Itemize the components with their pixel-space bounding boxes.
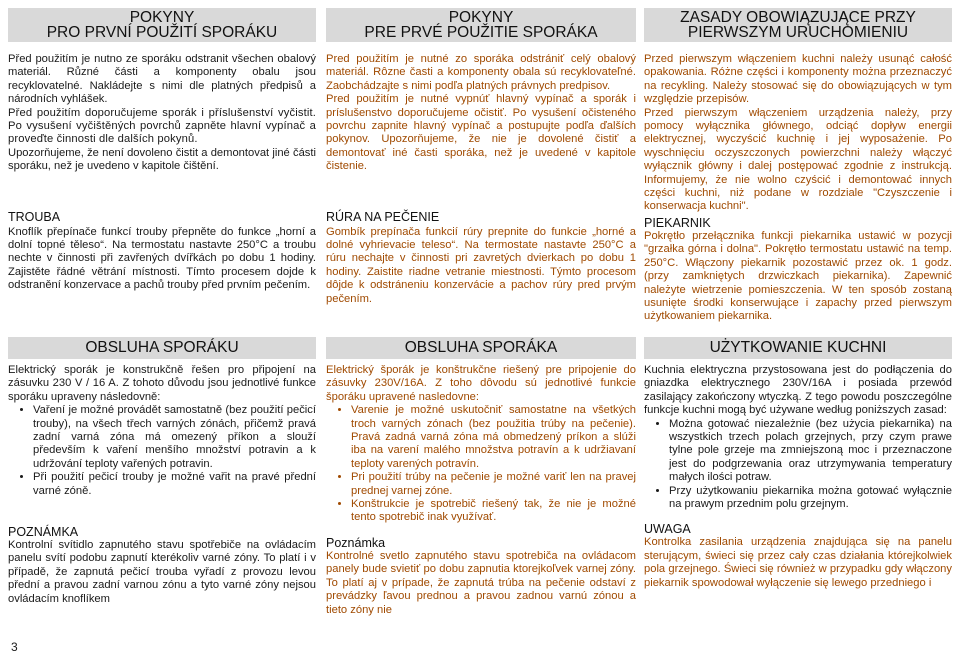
cz-title-line1: POKYNY	[129, 9, 195, 26]
sk-note-title: Poznámka	[326, 535, 386, 550]
cz-title-line2: PRO PRVNÍ POUŽITÍ SPORÁKU	[46, 24, 278, 41]
cz-intro-3: Upozorňujeme, že není dovoleno čistit a demontovat jiné části sporáku, než je uvedeno v kapitole čištění.	[8, 146, 316, 173]
pl-note-title: UWAGA	[644, 522, 691, 537]
sk-bullet-2: • Pri použití trúby na pečenie je možné variť len na pravej prednej varnej zóne.	[351, 471, 636, 498]
cz-intro-2: Před použitím doporučujeme sporák i příslušenství vyčistit. Po vysušení vyčištěných povrchů zapněte hlavní vypínač a proveďte činnosti dle dalších pokynů.	[8, 106, 316, 146]
sk-oven-text: Gombík prepínača funkcií rúry prepnite do funkcie „horné a dolné vyhrievacie teleso“. Na termostate nastavte 250°C a rúru nechajte v činnosti pri zavretých dvierkach po dobu 1 hodiny. Zaistite riadne vetranie miestnosti. Týmto procesom dôjde k odstráneniu konzervácie a pachov rúry pred prvým pečením.	[326, 225, 636, 305]
sk-intro-2: Pred použitím je nutné vypnúť hlavný vypínač a sporák i príslušenstvo doporučujeme očistiť. Po vysušení očisteného povrchu zapnite hlavný vypínač a postupujte podľa ďalších pokynov. Upozorňujeme, že nie je dovolené čistiť a demontovať iné časti sporáka, než je uvedené v kapitole čistenie.	[326, 93, 636, 173]
column-cz	[8, 8, 316, 293]
pl-usage	[644, 364, 952, 590]
cz-title	[8, 8, 316, 42]
cz-usage-text: Elektrický sporák je konstrukčně řešen pro připojení na zásuvku 230 V / 16 A. Z tohoto důvodu jsou jednotlivé funkce sporáku upraveny následovně:	[8, 364, 316, 403]
sk-bullet-1: • Varenie je možné uskutočniť samostatne na všetkých troch varných zónach (bez použitia trúby na pečenie). Pravá zadná varná zóna má obmedzený príkon a slúži iba na varení malého množstva potravín a k udržiavaní teploty varených potravín.	[351, 404, 636, 471]
pl-bullet-1: • Można gotować niezależnie (bez użycia piekarnika) na wszystkich trzech polach grzejnych, przy czym prawe tylne pole grzeje ma zmniejszoną moc i przeznaczone jest do podgrzewania oraz utrzymywania temperatury małych ilości potraw.	[669, 418, 952, 485]
pl-usage-text: Kuchnia elektryczna przystosowana jest do podłączenia do gniazdka elektrycznego 230V/16A i posiada przewód zasilający zakończony wtyczką. Z tego powodu poszczególne funkcje kuchni mogą być używane według poniższych zasad:	[644, 364, 952, 417]
cz-bullet-2: • Při použití pečicí trouby je možné vařit na pravé přední varné zóně.	[33, 471, 316, 498]
pl-bullet-2: • Przy użytkowaniu piekarnika można gotować wyłącznie na prawym przednim polu grzejnym.	[669, 485, 952, 512]
pl-bullet-list	[644, 418, 952, 512]
cz-note-text: Kontrolní svítidlo zapnutého stavu spotřebiče na ovládacím panelu svítí podobu zapnutí kterékoliv varné zóny. To platí i v případě, že zapnutá pečicí trouba vyřadí z provozu levou přední a pravou zadní varnou zónu a tyto varné zóny nejsou ovládacím knoflíkem	[8, 539, 316, 605]
pl-oven-title: PIEKARNIK	[644, 215, 711, 230]
sk-note-text: Kontrolné svetlo zapnutého stavu spotrebiča na ovládacom panely bude svietiť po dobu zapnutia ktorejkoľvek varnej zóny. To platí aj v prípade, že zapnutá trúba na pečenie odstaví z prevádzky ľavou prednou a pravou zadnou varnú zónou a tieto zóny nie	[326, 549, 636, 616]
cz-oven-text: Knoflík přepínače funkcí trouby přepněte do funkce „horní a dolní topné těleso“. Na termostatu nastavte 250°C a troubu nechte v činnosti při zavřených dvířkách po dobu 1 hodiny. Zajistěte řádné větrání místnosti. Tímto procesem dojde k odstranění konzervace a pachů trouby před prvním pečením.	[8, 225, 316, 292]
column-sk	[326, 8, 636, 306]
cz-intro-1: Před použitím je nutno ze sporáku odstranit všechen obalový materiál. Různé části a komponenty obalu jsou recyklovatelné. Nakládejte s nimi dle platných předpisů a národních vyhlášek.	[8, 53, 316, 106]
sk-oven-title: RÚRA NA PEČENIE	[326, 209, 440, 224]
pl-oven-text: Pokrętło przełącznika funkcji piekarnika ustawić w pozycji "grzałka górna i dolna". Pokrętło termostatu ustawić na temp. 250°C. Włączony piekarnik pozostawić przez ok. 1 godz. (przy zamkniętych drzwiczkach piekarnika). Zapewnić należyte wietrzenie pomieszczenia. W ten sposób zostaną usunięte środki konserwujące i zapachy przed pierwszym użytkowaniem piekarnika.	[644, 229, 952, 323]
sk-intro-1: Pred použitím je nutné zo sporáka odstrániť celý obalový materiál. Rôzne časti a komponenty obala sú recyklovateľné. Zaobchádzajte s nimi podľa platných právnych predpisov.	[326, 53, 636, 92]
cz-note-title: POZNÁMKA	[8, 525, 79, 540]
cz-bullet-list	[8, 404, 316, 498]
pl-title	[644, 8, 952, 42]
pl-intro-2: Przed pierwszym włączeniem urządzenia należy, przy pomocy wyłącznika głównego, odciąć dopływ energii elektrycznej, wyczyścić kuchnię i jej wyposażenie. Po wyschnięciu oczyszczonych powierzchni należy włączyć wyłącznik główny i dalej postępować zgodnie z instrukcją. Informujemy, że nie wolno czyścić i demontować innych części kuchni, niż podane w rozdziale "Czyszczenie i konserwacja kuchni".	[644, 106, 952, 213]
column-pl	[644, 8, 952, 324]
pl-note-text: Kontrolka zasilania urządzenia znajdująca się na panelu sterującym, świeci się przez cały czas działania którejkolwiek pola grzejnego. Świeci się również w przypadku gdy włączony piekarnik spowodował wyłączenie się lewego przedniego i	[644, 536, 952, 589]
pl-intro-1: Przed pierwszym włączeniem kuchni należy usunąć całość opakowania. Różne części i komponenty można przeznaczyć na recykling. Należy stosować się do obowiązujących w tym względzie przepisów.	[644, 53, 952, 106]
sk-title	[326, 8, 636, 42]
pl-usage-bar: UŻYTKOWANIE KUCHNI	[644, 337, 952, 359]
pl-title-line1: ZASADY OBOWIĄZUJĄCE PRZY	[680, 9, 916, 26]
cz-usage-bar: OBSLUHA SPORÁKU	[8, 337, 316, 359]
cz-usage	[8, 364, 316, 606]
page-number: 3	[11, 640, 18, 654]
sk-usage-bar: OBSLUHA SPORÁKA	[326, 337, 636, 359]
cz-oven-title: TROUBA	[8, 209, 61, 224]
sk-bullet-3: • Konštrukcie je spotrebič riešený tak, že nie je možné tento spotrebič inak využívať.	[351, 498, 636, 525]
sk-usage-text: Elektrický šporák je konštrukčne riešený pre pripojenie do zásuvky 230V/16A. Z toho dôvodu sú jednotlivé funkcie šporáku upravené nasledovne:	[326, 364, 636, 403]
sk-title-line2: PRE PRVÉ POUŽITIE SPORÁKA	[364, 24, 598, 41]
sk-bullet-list	[326, 404, 636, 525]
cz-bullet-1: • Vaření je možné provádět samostatně (bez použití pečicí trouby), na všech třech varných zónách, přičemž pravá zadní varná zóna má omezený příkon a slouží především k vaření menšího množství potravin a k udržování teploty vařených potravin.	[33, 404, 316, 471]
sk-title-line1: POKYNY	[448, 9, 514, 26]
sk-usage	[326, 364, 636, 617]
pl-title-line2: PIERWSZYM URUCHOMIENIU	[687, 24, 909, 41]
